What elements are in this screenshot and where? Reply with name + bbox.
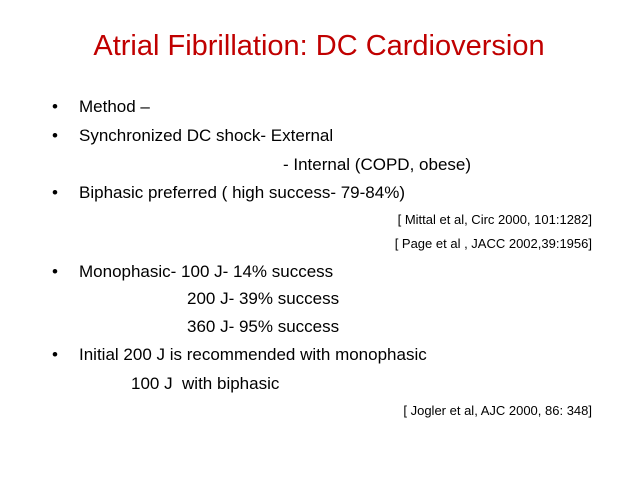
bullet-synchronized-shock: Synchronized DC shock- External [79, 126, 334, 145]
bullet-marker: • [52, 97, 58, 116]
slide-title: Atrial Fibrillation: DC Cardioversion [93, 30, 545, 62]
continuation-100j: 100 J with biphasic [131, 374, 280, 393]
reference-page: [ Page et al , JACC 2002,39:1956] [394, 236, 592, 251]
bullet-biphasic: Biphasic preferred ( high success- 79-84%) [79, 183, 405, 202]
reference-mittal: [ Mittal et al, Circ 2000, 101:1282] [397, 212, 592, 227]
continuation-200j: 200 J- 39% success [187, 289, 340, 308]
bullet-method: Method – [79, 97, 150, 116]
continuation-internal: - Internal (COPD, obese) [283, 155, 472, 174]
bullet-initial-200j: Initial 200 J is recommended with monophasic [79, 345, 427, 364]
reference-jogler: [ Jogler et al, AJC 2000, 86: 348] [403, 403, 592, 418]
bullet-marker: • [52, 183, 58, 202]
bullet-marker: • [52, 262, 58, 281]
bullet-marker: • [52, 126, 58, 145]
bullet-monophasic: Monophasic- 100 J- 14% success [79, 262, 334, 281]
bullet-marker: • [52, 345, 58, 364]
continuation-360j: 360 J- 95% success [187, 317, 340, 336]
